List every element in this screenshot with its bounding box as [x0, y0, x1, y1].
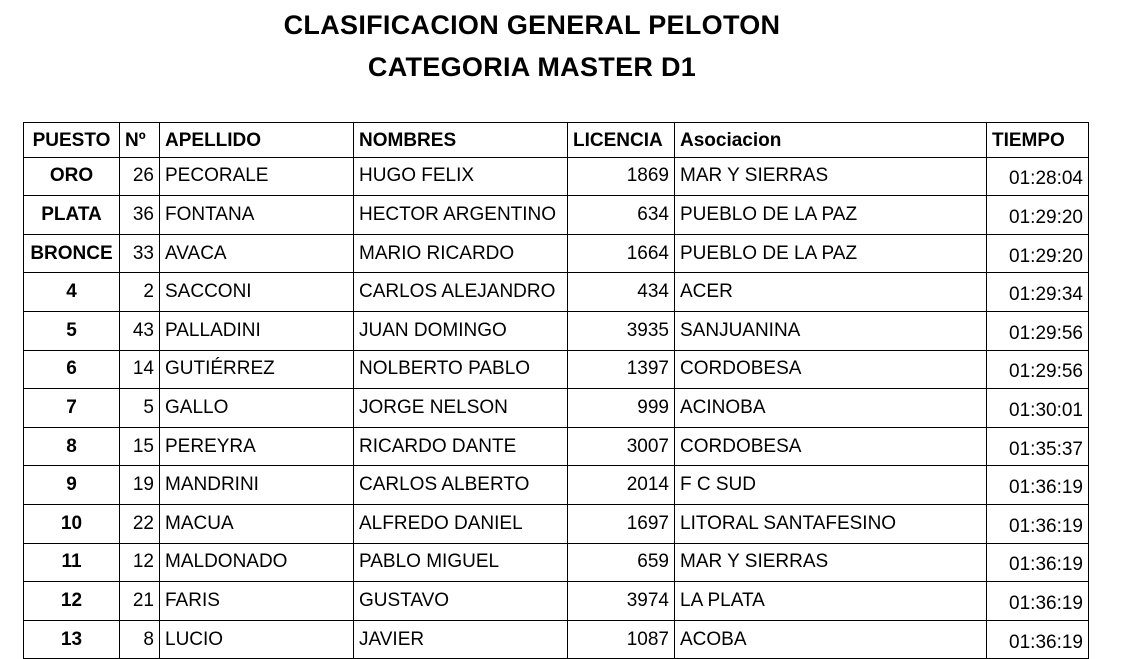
cell-nombres: CARLOS ALEJANDRO	[354, 273, 568, 312]
cell-apellido: MACUA	[160, 504, 354, 543]
cell-numero: 15	[120, 427, 160, 466]
cell-asociacion: F C SUD	[675, 466, 987, 505]
column-header-tiempo: TIEMPO	[987, 123, 1089, 158]
cell-numero: 8	[120, 620, 160, 659]
table-row	[24, 234, 1089, 273]
table-row	[24, 196, 1089, 235]
table-row	[24, 157, 1089, 196]
cell-apellido: MANDRINI	[160, 466, 354, 505]
cell-apellido: PALLADINI	[160, 311, 354, 350]
page-subtitle: CATEGORIA MASTER D1	[367, 52, 697, 82]
cell-puesto: 7	[24, 389, 120, 428]
cell-licencia: 3935	[568, 311, 675, 350]
table-row	[24, 582, 1089, 621]
table-row	[24, 273, 1089, 312]
cell-apellido: PECORALE	[160, 157, 354, 196]
column-header-numero: Nº	[120, 123, 160, 158]
cell-licencia: 659	[568, 543, 675, 582]
table-row	[24, 350, 1089, 389]
cell-numero: 43	[120, 311, 160, 350]
cell-asociacion: MAR Y SIERRAS	[675, 543, 987, 582]
cell-asociacion: LITORAL SANTAFESINO	[675, 504, 987, 543]
cell-numero: 33	[120, 234, 160, 273]
column-header-asociacion: Asociacion	[675, 123, 987, 158]
cell-puesto: 11	[24, 543, 120, 582]
cell-licencia: 434	[568, 273, 675, 312]
cell-numero: 21	[120, 582, 160, 621]
cell-licencia: 1397	[568, 350, 675, 389]
cell-tiempo: 01:29:20	[987, 196, 1089, 235]
cell-nombres: MARIO RICARDO	[354, 234, 568, 273]
table-row	[24, 466, 1089, 505]
cell-asociacion: PUEBLO DE LA PAZ	[675, 234, 987, 273]
cell-puesto: BRONCE	[24, 234, 120, 273]
table-row	[24, 620, 1089, 659]
cell-apellido: GALLO	[160, 389, 354, 428]
cell-asociacion: LA PLATA	[675, 582, 987, 621]
cell-puesto: 9	[24, 466, 120, 505]
cell-licencia: 1087	[568, 620, 675, 659]
cell-nombres: NOLBERTO PABLO	[354, 350, 568, 389]
cell-tiempo: 01:29:56	[987, 311, 1089, 350]
table-row	[24, 427, 1089, 466]
cell-asociacion: SANJUANINA	[675, 311, 987, 350]
cell-numero: 5	[120, 389, 160, 428]
cell-licencia: 634	[568, 196, 675, 235]
cell-tiempo: 01:30:01	[987, 389, 1089, 428]
cell-apellido: FONTANA	[160, 196, 354, 235]
cell-nombres: HECTOR ARGENTINO	[354, 196, 568, 235]
cell-licencia: 1664	[568, 234, 675, 273]
cell-tiempo: 01:36:19	[987, 582, 1089, 621]
cell-apellido: SACCONI	[160, 273, 354, 312]
cell-puesto: 4	[24, 273, 120, 312]
cell-licencia: 1697	[568, 504, 675, 543]
cell-licencia: 3007	[568, 427, 675, 466]
cell-numero: 2	[120, 273, 160, 312]
cell-apellido: LUCIO	[160, 620, 354, 659]
cell-tiempo: 01:28:04	[987, 157, 1089, 196]
cell-nombres: CARLOS ALBERTO	[354, 466, 568, 505]
cell-puesto: 8	[24, 427, 120, 466]
cell-asociacion: ACER	[675, 273, 987, 312]
cell-asociacion: ACOBA	[675, 620, 987, 659]
cell-asociacion: CORDOBESA	[675, 350, 987, 389]
cell-licencia: 999	[568, 389, 675, 428]
cell-apellido: GUTIÉRREZ	[160, 350, 354, 389]
cell-puesto: 5	[24, 311, 120, 350]
cell-puesto: 6	[24, 350, 120, 389]
cell-nombres: JUAN DOMINGO	[354, 311, 568, 350]
cell-puesto: 13	[24, 620, 120, 659]
page-title: CLASIFICACION GENERAL PELOTON	[283, 10, 781, 40]
cell-licencia: 1869	[568, 157, 675, 196]
cell-apellido: FARIS	[160, 582, 354, 621]
cell-puesto: 10	[24, 504, 120, 543]
cell-nombres: GUSTAVO	[354, 582, 568, 621]
table-row	[24, 311, 1089, 350]
cell-tiempo: 01:29:56	[987, 350, 1089, 389]
cell-nombres: PABLO MIGUEL	[354, 543, 568, 582]
cell-numero: 36	[120, 196, 160, 235]
table-row	[24, 543, 1089, 582]
cell-tiempo: 01:29:20	[987, 234, 1089, 273]
cell-tiempo: 01:35:37	[987, 427, 1089, 466]
cell-nombres: ALFREDO DANIEL	[354, 504, 568, 543]
column-header-puesto: PUESTO	[24, 123, 120, 158]
cell-tiempo: 01:36:19	[987, 466, 1089, 505]
cell-puesto: ORO	[24, 157, 120, 196]
column-header-apellido: APELLIDO	[160, 123, 354, 158]
cell-tiempo: 01:29:34	[987, 273, 1089, 312]
cell-numero: 19	[120, 466, 160, 505]
cell-tiempo: 01:36:19	[987, 504, 1089, 543]
cell-puesto: 12	[24, 582, 120, 621]
cell-nombres: RICARDO DANTE	[354, 427, 568, 466]
cell-apellido: MALDONADO	[160, 543, 354, 582]
cell-tiempo: 01:36:19	[987, 620, 1089, 659]
cell-licencia: 3974	[568, 582, 675, 621]
cell-asociacion: MAR Y SIERRAS	[675, 157, 987, 196]
cell-tiempo: 01:36:19	[987, 543, 1089, 582]
results-table	[23, 122, 1089, 659]
cell-nombres: HUGO FELIX	[354, 157, 568, 196]
cell-apellido: AVACA	[160, 234, 354, 273]
table-header-row	[24, 123, 1089, 158]
table-row	[24, 504, 1089, 543]
cell-numero: 26	[120, 157, 160, 196]
cell-numero: 14	[120, 350, 160, 389]
cell-asociacion: PUEBLO DE LA PAZ	[675, 196, 987, 235]
cell-numero: 12	[120, 543, 160, 582]
cell-puesto: PLATA	[24, 196, 120, 235]
table-row	[24, 389, 1089, 428]
cell-asociacion: ACINOBA	[675, 389, 987, 428]
cell-asociacion: CORDOBESA	[675, 427, 987, 466]
cell-licencia: 2014	[568, 466, 675, 505]
column-header-nombres: NOMBRES	[354, 123, 568, 158]
column-header-licencia: LICENCIA	[568, 123, 675, 158]
cell-nombres: JORGE NELSON	[354, 389, 568, 428]
cell-nombres: JAVIER	[354, 620, 568, 659]
cell-apellido: PEREYRA	[160, 427, 354, 466]
cell-numero: 22	[120, 504, 160, 543]
